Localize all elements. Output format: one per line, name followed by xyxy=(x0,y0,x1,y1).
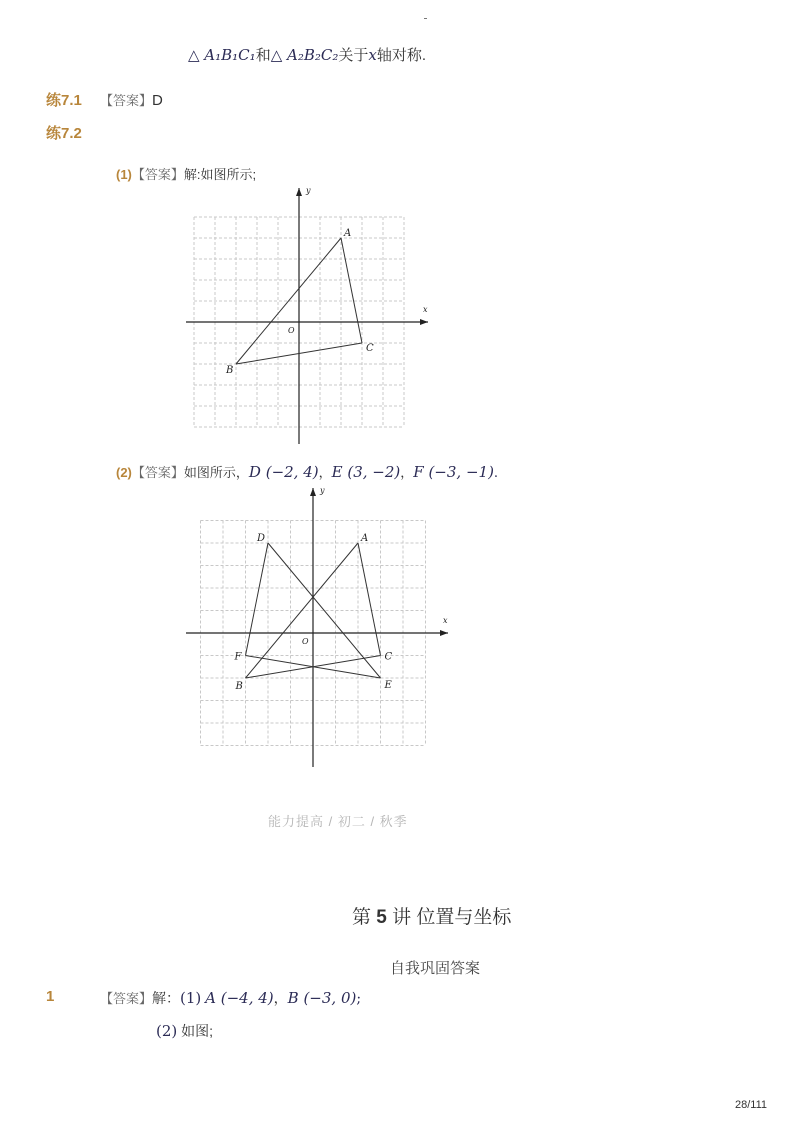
period: . xyxy=(493,466,499,481)
segment-CA xyxy=(358,543,381,656)
segment-DE xyxy=(268,543,381,678)
point-label-c: C xyxy=(366,343,374,354)
semicolon: ; xyxy=(356,991,362,1007)
exercise-7-1 xyxy=(46,89,163,110)
part-1-line xyxy=(116,164,256,183)
answer-tag: 【答案】 xyxy=(131,167,184,182)
symmetry-statement xyxy=(188,44,426,65)
answer-value: D xyxy=(152,92,163,109)
point-label-d: D xyxy=(257,533,266,544)
separator: ， xyxy=(273,990,288,1006)
lecture-title xyxy=(352,902,511,929)
point-b-coord: B (−3, 0) xyxy=(287,989,357,1007)
part-number: (2) xyxy=(116,465,132,480)
point-label-b: B xyxy=(235,681,243,692)
part-text: 解:如图所示; xyxy=(183,167,257,182)
exercise-label: 练7.2 xyxy=(46,125,82,142)
point-label-b: B xyxy=(226,365,234,376)
part-text: 如图所示， xyxy=(183,465,249,480)
conj-text: 和 xyxy=(255,47,271,64)
page-mark xyxy=(424,18,427,19)
x-axis-label: x xyxy=(443,616,448,625)
lecture-number: 5 xyxy=(376,907,387,928)
sub-part-2: (2) xyxy=(156,1022,178,1040)
segment-CA xyxy=(341,238,362,343)
y-axis-arrow xyxy=(296,188,302,196)
answer-tag: 【答案】 xyxy=(131,465,184,480)
section-title: 自我巩固答案 xyxy=(390,960,481,977)
point-label-f: F xyxy=(234,651,242,663)
question-1-number xyxy=(46,988,54,1005)
origin-label: O xyxy=(302,637,309,646)
sub-part-text: 如图; xyxy=(181,1023,214,1039)
separator: ， xyxy=(400,465,414,480)
point-d-coord: D (−2, 4) xyxy=(248,463,319,481)
page-number: 28/111 xyxy=(735,1099,768,1111)
point-label-a: A xyxy=(361,533,369,544)
segment-FD xyxy=(246,543,269,656)
relation-text-1: 关于 xyxy=(338,47,369,64)
course-footer: 能力提高 / 初二 / 秋季 xyxy=(268,814,408,829)
x-axis-label: x xyxy=(423,305,428,314)
axis-variable: x xyxy=(368,46,377,64)
y-axis-label: y xyxy=(306,186,311,195)
point-label-c: C xyxy=(384,651,393,663)
y-axis-arrow xyxy=(310,488,316,496)
point-label-e: E xyxy=(384,680,392,691)
point-a-coord: A (−4, 4) xyxy=(205,989,274,1007)
answer-tag: 【答案】 xyxy=(100,93,153,108)
part-2-line xyxy=(116,462,498,481)
separator: ， xyxy=(318,465,332,480)
exercise-label: 练7.1 xyxy=(46,92,82,109)
point-e-coord: E (3, −2) xyxy=(331,463,401,481)
exercise-7-2 xyxy=(46,122,82,143)
coordinate-graph-1 xyxy=(180,185,440,447)
part-number: (1) xyxy=(116,167,132,182)
question-1-answer xyxy=(100,988,361,1008)
question-1-part-2 xyxy=(156,1021,213,1041)
x-axis-arrow xyxy=(420,319,428,325)
relation-text-2: 轴对称. xyxy=(376,47,427,64)
question-number: 1 xyxy=(46,988,55,1005)
triangle-1: △ A₁B₁C₁ xyxy=(188,46,256,64)
sub-part-1: (1) xyxy=(180,989,202,1007)
point-f-coord: F (−3, −1) xyxy=(413,463,494,481)
x-axis-arrow xyxy=(440,630,448,636)
triangle-2: △ A₂B₂C₂ xyxy=(270,46,339,64)
point-label-a: A xyxy=(344,228,352,239)
lecture-name: 讲 位置与坐标 xyxy=(386,907,512,928)
y-axis-label: y xyxy=(320,486,325,495)
lecture-prefix: 第 xyxy=(352,907,377,928)
answer-tag: 【答案】 xyxy=(100,991,153,1006)
answer-lead: 解： xyxy=(152,990,181,1006)
origin-label: O xyxy=(288,326,295,335)
coordinate-graph-2 xyxy=(180,485,460,770)
